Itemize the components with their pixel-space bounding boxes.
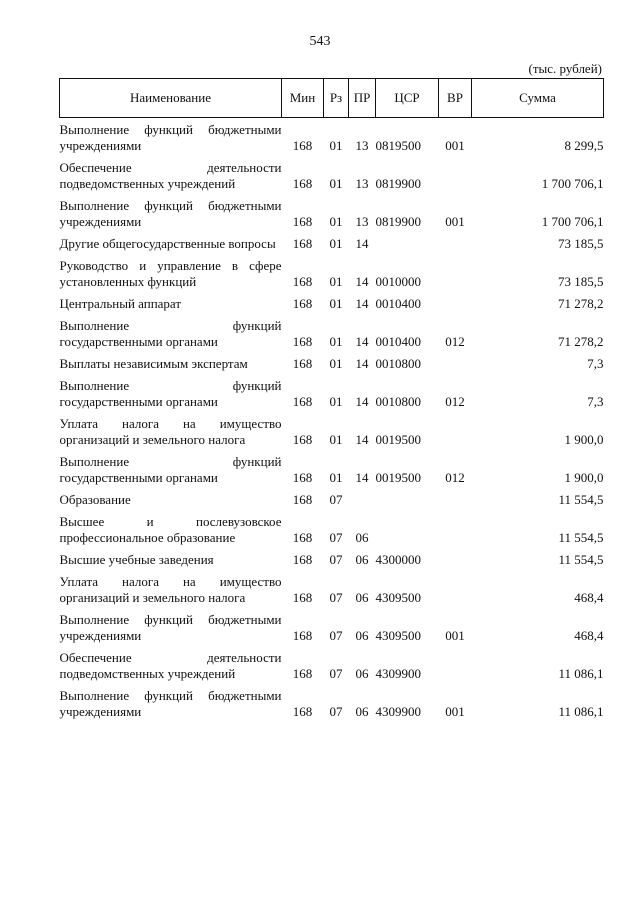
budget-table xyxy=(59,78,604,720)
header-pr: ПР xyxy=(349,79,376,118)
row-min: 168 xyxy=(292,492,313,507)
row-min: 168 xyxy=(292,236,313,251)
row-name: Выполнение функций бюджетными учреждениями xyxy=(59,122,282,153)
row-vr xyxy=(439,568,472,606)
header-vr: ВР xyxy=(439,79,472,118)
row-pr: 14 xyxy=(355,296,369,311)
row-vr xyxy=(439,486,472,508)
row-csr: 0010800 xyxy=(375,356,421,371)
row-vr: 001 xyxy=(445,138,465,153)
row-vr xyxy=(439,410,472,448)
row-sum: 1 700 706,1 xyxy=(541,176,604,191)
row-rz: 01 xyxy=(329,296,343,311)
row-min: 168 xyxy=(292,394,313,409)
row-csr: 0019500 xyxy=(375,470,421,485)
row-pr: 14 xyxy=(355,470,369,485)
row-csr xyxy=(376,230,439,252)
header-name: Наименование xyxy=(60,79,282,118)
row-name: Уплата налога на имущество организаций и земельного налога xyxy=(59,416,282,447)
row-min: 168 xyxy=(292,296,313,311)
row-vr: 001 xyxy=(445,628,465,643)
row-name: Высшие учебные заведения xyxy=(59,552,214,567)
row-pr: 06 xyxy=(355,552,369,567)
row-name: Выполнение функций бюджетными учреждениями xyxy=(59,688,282,719)
row-min: 168 xyxy=(292,470,313,485)
row-sum: 71 278,2 xyxy=(558,334,604,349)
table-row xyxy=(60,682,604,720)
row-pr: 14 xyxy=(355,236,369,251)
row-sum: 1 900,0 xyxy=(564,432,604,447)
row-pr: 14 xyxy=(355,356,369,371)
row-name: Выполнение функций бюджетными учреждениями xyxy=(59,198,282,229)
row-name: Центральный аппарат xyxy=(59,296,182,311)
row-name: Образование xyxy=(59,492,131,507)
table-row xyxy=(60,350,604,372)
row-pr: 06 xyxy=(355,530,369,545)
row-name: Высшее и послевузовское профессиональное образование xyxy=(59,514,282,545)
row-sum: 11 554,5 xyxy=(558,492,604,507)
row-rz: 01 xyxy=(329,356,343,371)
row-rz: 07 xyxy=(329,666,343,681)
row-min: 168 xyxy=(292,334,313,349)
row-csr: 0010400 xyxy=(375,296,421,311)
header-rz: Рз xyxy=(324,79,349,118)
row-pr: 14 xyxy=(355,334,369,349)
row-csr: 0010800 xyxy=(375,394,421,409)
row-rz: 01 xyxy=(329,176,343,191)
row-rz: 01 xyxy=(329,394,343,409)
row-sum: 11 086,1 xyxy=(558,666,604,681)
row-csr xyxy=(376,486,439,508)
row-sum: 71 278,2 xyxy=(558,296,604,311)
row-rz: 01 xyxy=(329,236,343,251)
row-min: 168 xyxy=(292,176,313,191)
row-sum: 7,3 xyxy=(587,394,604,409)
row-sum: 7,3 xyxy=(587,356,604,371)
row-rz: 01 xyxy=(329,470,343,485)
table-row xyxy=(60,312,604,350)
row-csr: 0819900 xyxy=(375,176,421,191)
row-name: Руководство и управление в сфере установленных функций xyxy=(59,258,282,289)
row-min: 168 xyxy=(292,432,313,447)
row-csr: 4309900 xyxy=(375,666,421,681)
table-row xyxy=(60,154,604,192)
row-name: Выплаты независимым экспертам xyxy=(59,356,248,371)
row-vr xyxy=(439,546,472,568)
header-sum: Сумма xyxy=(472,79,604,118)
row-vr xyxy=(439,252,472,290)
table-row xyxy=(60,508,604,546)
row-vr xyxy=(439,508,472,546)
row-csr: 0819900 xyxy=(375,214,421,229)
row-rz: 07 xyxy=(329,492,343,507)
row-pr: 06 xyxy=(355,628,369,643)
row-rz: 07 xyxy=(329,552,343,567)
row-pr: 13 xyxy=(355,214,369,229)
row-min: 168 xyxy=(292,628,313,643)
row-sum: 8 299,5 xyxy=(564,138,604,153)
row-pr: 14 xyxy=(355,432,369,447)
row-vr: 012 xyxy=(445,334,465,349)
table-row xyxy=(60,192,604,230)
row-name: Обеспечение деятельности подведомственных учреждений xyxy=(59,650,282,681)
table-row xyxy=(60,448,604,486)
table-row xyxy=(60,372,604,410)
table-row xyxy=(60,546,604,568)
row-min: 168 xyxy=(292,274,313,289)
table-row xyxy=(60,568,604,606)
row-sum: 73 185,5 xyxy=(558,274,604,289)
table-row xyxy=(60,606,604,644)
units-label: (тыс. рублей) xyxy=(528,61,602,76)
table-row xyxy=(60,410,604,448)
row-vr xyxy=(439,230,472,252)
row-vr xyxy=(439,350,472,372)
row-csr: 0010000 xyxy=(375,274,421,289)
row-csr: 0819500 xyxy=(375,138,421,153)
table-row xyxy=(60,486,604,508)
row-pr: 13 xyxy=(355,176,369,191)
row-csr: 4309500 xyxy=(375,628,421,643)
row-name: Выполнение функций бюджетными учреждениями xyxy=(59,612,282,643)
row-rz: 01 xyxy=(329,274,343,289)
row-sum: 1 900,0 xyxy=(564,470,604,485)
row-name: Выполнение функций государственными органами xyxy=(59,378,282,409)
row-name: Выполнение функций государственными органами xyxy=(59,318,282,349)
table-header-row xyxy=(60,79,604,118)
row-csr: 0019500 xyxy=(375,432,421,447)
row-vr: 001 xyxy=(445,704,465,719)
row-min: 168 xyxy=(292,356,313,371)
row-rz: 07 xyxy=(329,590,343,605)
row-sum: 468,4 xyxy=(574,590,604,605)
row-min: 168 xyxy=(292,590,313,605)
table-row xyxy=(60,290,604,312)
row-min: 168 xyxy=(292,530,313,545)
row-sum: 468,4 xyxy=(574,628,604,643)
row-min: 168 xyxy=(292,214,313,229)
page-number: 543 xyxy=(309,34,331,49)
row-rz: 01 xyxy=(329,334,343,349)
row-vr: 012 xyxy=(445,470,465,485)
row-name: Уплата налога на имущество организаций и земельного налога xyxy=(59,574,282,605)
row-rz: 01 xyxy=(329,432,343,447)
row-rz: 01 xyxy=(329,138,343,153)
row-rz: 07 xyxy=(329,530,343,545)
table-row xyxy=(60,118,604,155)
row-pr: 14 xyxy=(355,274,369,289)
row-rz: 01 xyxy=(329,214,343,229)
table-row xyxy=(60,230,604,252)
row-pr: 13 xyxy=(355,138,369,153)
row-sum: 73 185,5 xyxy=(558,236,604,251)
row-min: 168 xyxy=(292,704,313,719)
row-min: 168 xyxy=(292,666,313,681)
row-csr xyxy=(376,508,439,546)
row-pr: 06 xyxy=(355,704,369,719)
row-name: Выполнение функций государственными органами xyxy=(59,454,282,485)
header-min: Мин xyxy=(282,79,324,118)
row-name: Обеспечение деятельности подведомственных учреждений xyxy=(59,160,282,191)
row-vr xyxy=(439,644,472,682)
row-rz: 07 xyxy=(329,704,343,719)
row-pr: 14 xyxy=(355,394,369,409)
row-vr xyxy=(439,290,472,312)
row-vr: 001 xyxy=(445,214,465,229)
row-sum: 11 554,5 xyxy=(558,552,604,567)
row-rz: 07 xyxy=(329,628,343,643)
row-csr: 4309900 xyxy=(375,704,421,719)
row-min: 168 xyxy=(292,138,313,153)
row-sum: 11 086,1 xyxy=(558,704,604,719)
row-sum: 11 554,5 xyxy=(558,530,604,545)
row-name: Другие общегосударственные вопросы xyxy=(59,236,276,251)
row-pr xyxy=(349,486,376,508)
row-vr xyxy=(439,154,472,192)
row-vr: 012 xyxy=(445,394,465,409)
row-csr: 0010400 xyxy=(375,334,421,349)
table-row xyxy=(60,252,604,290)
row-csr: 4309500 xyxy=(375,590,421,605)
row-pr: 06 xyxy=(355,666,369,681)
row-min: 168 xyxy=(292,552,313,567)
row-csr: 4300000 xyxy=(375,552,421,567)
table-row xyxy=(60,644,604,682)
row-pr: 06 xyxy=(355,590,369,605)
header-csr: ЦСР xyxy=(376,79,439,118)
row-sum: 1 700 706,1 xyxy=(541,214,604,229)
